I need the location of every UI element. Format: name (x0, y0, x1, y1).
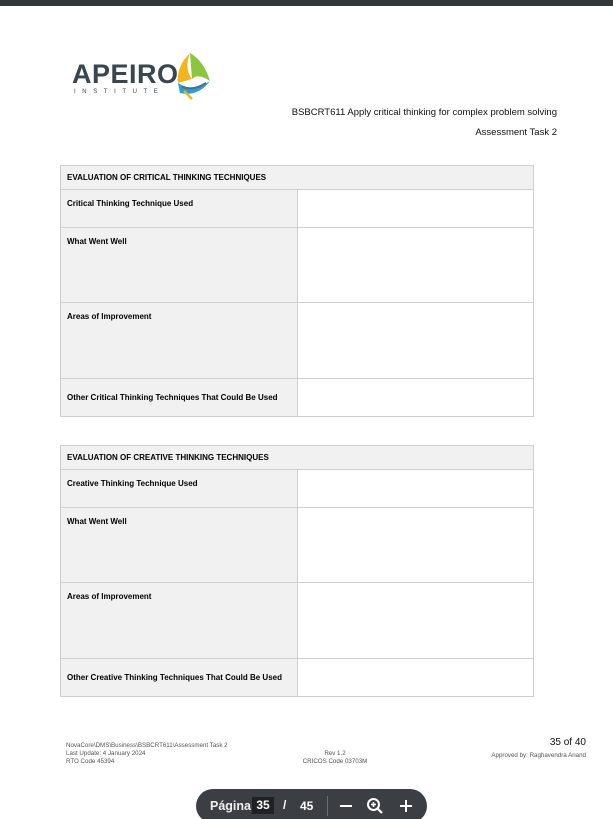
creative-improvement-label: Areas of Improvement (61, 583, 298, 659)
critical-table-title: EVALUATION OF CRITICAL THINKING TECHNIQUES (61, 166, 534, 190)
critical-other-techniques-label: Other Critical Thinking Techniques That Could Be Used (61, 379, 298, 417)
footer-updated: Last Update: 4 January 2024 (66, 750, 146, 757)
critical-went-well-field[interactable] (297, 228, 534, 303)
creative-thinking-table (60, 445, 534, 697)
pdf-viewer-toolbar (196, 789, 427, 819)
zoom-out-icon[interactable] (335, 795, 357, 817)
footer-approved: Approved by: Raghavendra Anand (491, 752, 586, 759)
footer-cricos: CRICOS Code 03703M (302, 758, 368, 765)
critical-went-well-label: What Went Well (61, 228, 298, 303)
critical-thinking-table (60, 165, 534, 417)
footer-left (66, 742, 228, 766)
footer-middle (298, 750, 372, 766)
creative-went-well-field[interactable] (297, 508, 534, 583)
assessment-task-label: Assessment Task 2 (475, 127, 557, 138)
total-pages: 45 (300, 799, 314, 813)
footer-rto: RTO Code 45394 (66, 758, 115, 765)
apeiro-logo (72, 44, 222, 104)
creative-went-well-label: What Went Well (61, 508, 298, 583)
page-number-input[interactable]: 35 (252, 797, 274, 814)
critical-improvement-label: Areas of Improvement (61, 303, 298, 379)
critical-other-techniques-field[interactable] (297, 379, 534, 417)
page-label: Página (210, 799, 251, 813)
toolbar-divider (327, 796, 328, 816)
logo-triangle-icon (170, 47, 214, 101)
creative-technique-field[interactable] (297, 470, 534, 508)
unit-title: BSBCRT611 Apply critical thinking for complex problem solving (291, 107, 557, 118)
critical-technique-field[interactable] (297, 190, 534, 228)
zoom-fit-icon[interactable] (364, 795, 386, 817)
footer-page-count: 35 of 40 (549, 737, 586, 748)
zoom-in-icon[interactable] (395, 795, 417, 817)
creative-technique-label: Creative Thinking Technique Used (61, 470, 298, 508)
creative-table-title: EVALUATION OF CREATIVE THINKING TECHNIQUES (61, 446, 534, 470)
logo-wordmark: APEIRO (72, 59, 179, 89)
creative-other-techniques-label: Other Creative Thinking Techniques That Could Be Used (61, 659, 298, 697)
critical-technique-label: Critical Thinking Technique Used (61, 190, 298, 228)
creative-other-techniques-field[interactable] (297, 659, 534, 697)
footer-rev: Rev 1.2 (324, 750, 346, 757)
critical-improvement-field[interactable] (297, 303, 534, 379)
creative-improvement-field[interactable] (297, 583, 534, 659)
footer-path: NovaCore\DMS\Business\BSBCRT611\Assessment Task 2 (66, 742, 228, 749)
logo-subtitle: INSTITUTE (74, 89, 165, 95)
page-separator: / (283, 798, 287, 812)
